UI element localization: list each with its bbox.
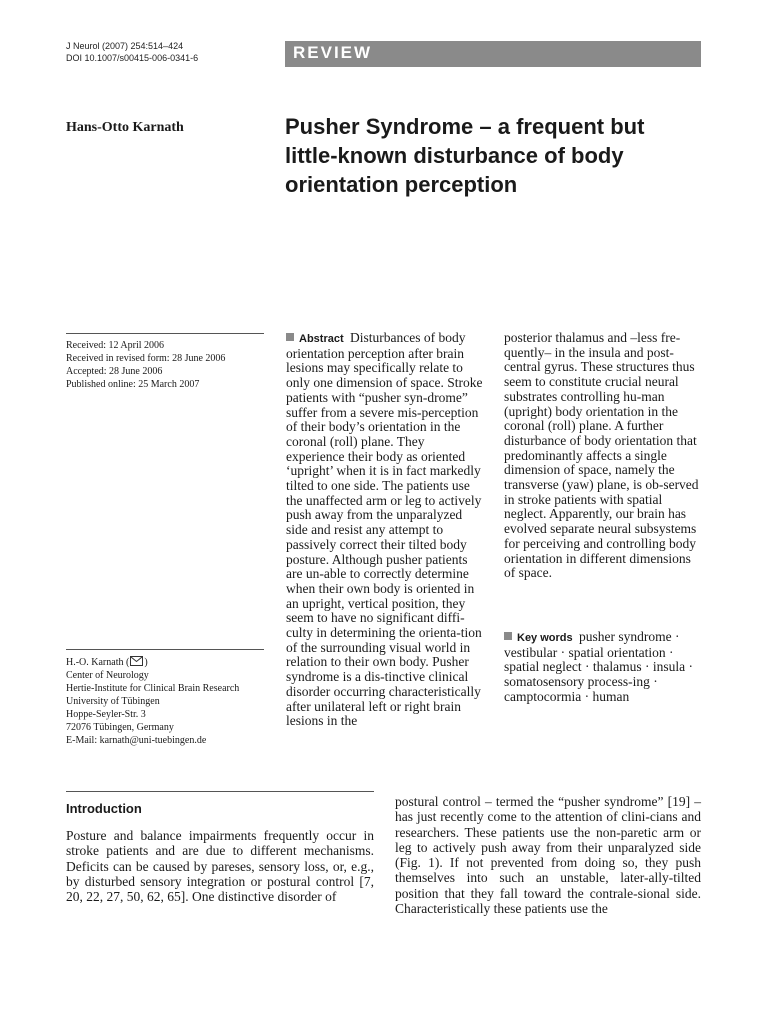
email[interactable]: E-Mail: karnath@uni-tuebingen.de bbox=[66, 735, 207, 746]
abstract-column-1 bbox=[286, 331, 485, 729]
abstract-text-1: Disturbances of body orientation perception after brain lesions may specifically relate to only one dimension of space. Stroke patients with “pusher syn-drome” suffer from a severe mis-perception of their body’s orientation in the coronal (roll) plane. They experience their body as oriented ‘upright’ when it is in fact markedly tilted to one side. The patients use the unaffected arm or leg to actively push away from the unparalyzed side and resist any attempt to passively correct their tilted body posture. Although pusher patients are un-able to correctly determine when their own body is oriented in an upright, vertical position, they seem to have no significant diffi-culty in determining the orienta-tion of the surrounding visual world in relation to their own body. Pusher syndrome is a dis-tinctive clinical disorder occurring characteristically after unilateral left or right brain lesions in the bbox=[286, 330, 483, 729]
journal-reference: J Neurol (2007) 254:514–424 bbox=[66, 41, 184, 51]
abstract-label: Abstract bbox=[299, 333, 344, 345]
university: University of Tübingen bbox=[66, 696, 160, 707]
abstract-text-2: posterior thalamus and –less fre-quently– in the insula and post-central gyrus. These structures thus seem to constitute crucial neural substrates controlling hu-man (upright) body orientation in the coronal (roll) plane. A further disturbance of body orientation that predominantly affects a single dimension of space, namely the transverse (yaw) plane, is ob-served in stroke patients with spatial neglect. Apparently, our brain has evolved separate neural subsystems for perceiving and controlling body orientation in different dimensions of space. bbox=[504, 330, 699, 581]
accepted-date: Accepted: 28 June 2006 bbox=[66, 366, 163, 377]
keywords-block bbox=[504, 630, 700, 705]
city: 72076 Tübingen, Germany bbox=[66, 722, 174, 733]
introduction-column-1: Posture and balance impairments frequently occur in stroke patients and are due to different mechanisms. Deficits can be caused by pareses, sensory loss, or, e.g., by disturbed sensory integration or postural control [7, 20, 22, 27, 50, 62, 65]. One distinctive disorder of bbox=[66, 828, 374, 905]
envelope-icon bbox=[130, 656, 143, 666]
abstract-column-2 bbox=[504, 331, 702, 581]
section-label: REVIEW bbox=[293, 43, 373, 62]
street: Hoppe-Seyler-Str. 3 bbox=[66, 709, 146, 720]
keywords-text: pusher syndrome · vestibular · spatial orientation · spatial neglect · thalamus · insula · somatosensory process-ing · camptocormia · human bbox=[504, 629, 693, 704]
author-short-name: H.-O. Karnath ( bbox=[66, 657, 130, 668]
dates-block bbox=[66, 339, 266, 391]
published-date: Published online: 25 March 2007 bbox=[66, 379, 200, 390]
correspondence-name bbox=[66, 656, 276, 669]
author-name: Hans-Otto Karnath bbox=[66, 120, 184, 135]
journal-meta bbox=[66, 40, 198, 64]
address-block bbox=[66, 656, 276, 747]
institute: Hertie-Institute for Clinical Brain Research bbox=[66, 683, 240, 694]
introduction-column-2: postural control – termed the “pusher syndrome” [19] – has just recently come to the attention of clini-cians and researchers. These patients use the non-paretic arm or leg to actively push away from their unparalyzed side (Fig. 1). If not prevented from doing so, they push themselves into such an unstable, later-ally-tilted position that they fall toward the contrale-sional side. Characteristically these patients use the bbox=[395, 794, 701, 917]
received-date: Received: 12 April 2006 bbox=[66, 340, 165, 351]
address-top-rule bbox=[66, 649, 264, 650]
revised-date: Received in revised form: 28 June 2006 bbox=[66, 353, 226, 364]
department: Center of Neurology bbox=[66, 670, 149, 681]
abstract-marker-icon bbox=[286, 333, 294, 341]
keywords-marker-icon bbox=[504, 632, 512, 640]
doi: DOI 10.1007/s00415-006-0341-6 bbox=[66, 53, 199, 63]
keywords-label: Key words bbox=[517, 632, 573, 644]
dates-top-rule bbox=[66, 333, 264, 334]
name-paren-close: ) bbox=[144, 657, 148, 668]
article-title: Pusher Syndrome – a frequent but little-known disturbance of body orientation perception bbox=[285, 114, 645, 197]
introduction-rule bbox=[66, 791, 374, 792]
introduction-heading: Introduction bbox=[66, 801, 142, 816]
